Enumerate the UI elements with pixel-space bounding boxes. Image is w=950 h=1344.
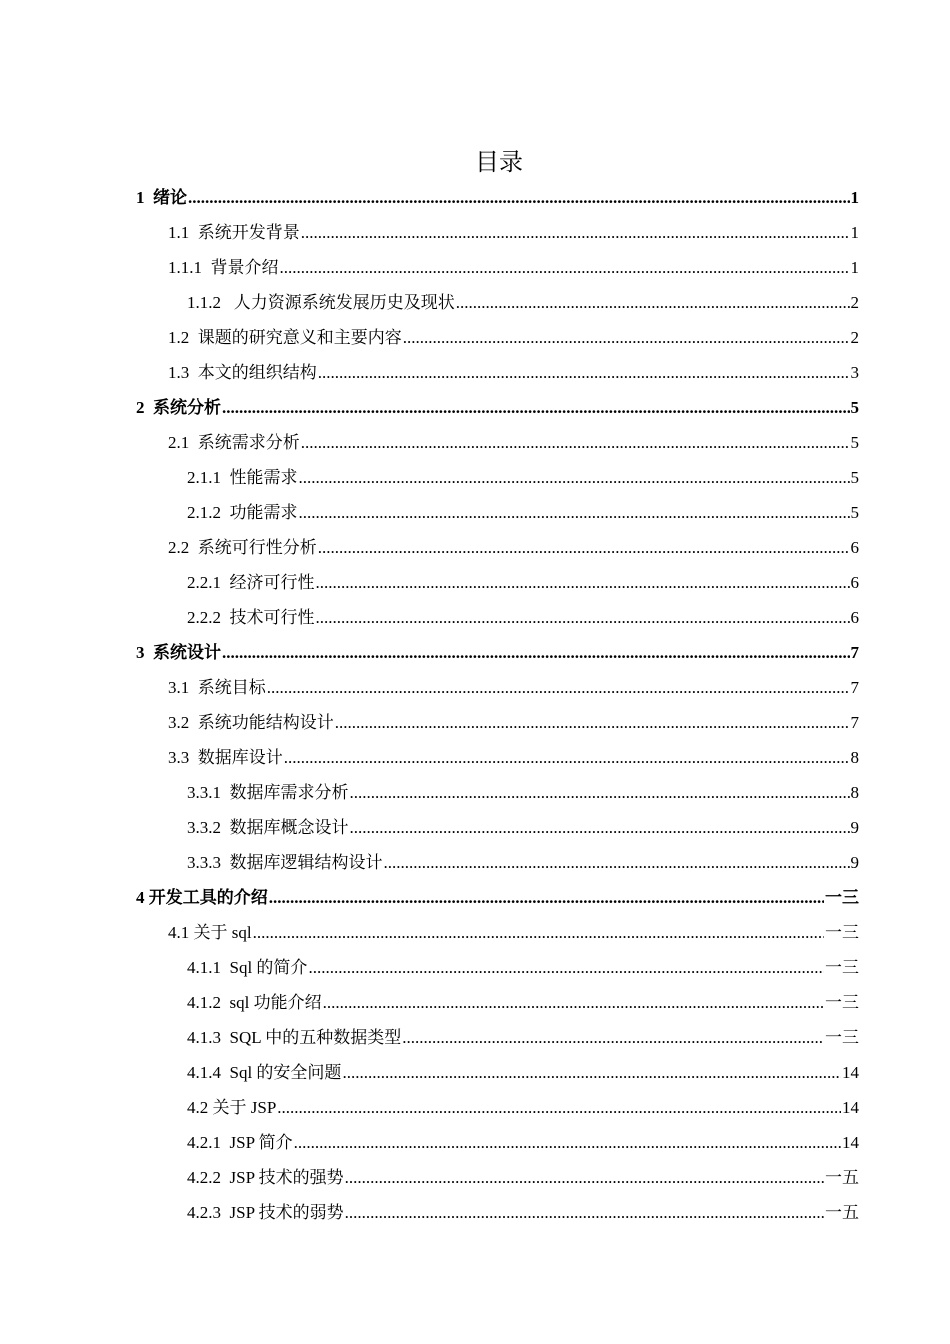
toc-entry[interactable] [0,600,950,635]
toc-dot-leader [318,530,850,565]
toc-entry-label: 4.2 关于 JSP [187,1098,277,1117]
toc-entry[interactable] [0,180,950,215]
toc-entry[interactable] [0,565,950,600]
toc-entry[interactable] [0,390,950,425]
toc-entry-label: 4.2.2 JSP 技术的强势 [187,1168,344,1187]
toc-entry-page-number: 14 [842,1098,859,1117]
toc-title: 目录 [475,148,523,176]
toc-entry-label: 1 绪论 [136,188,187,207]
toc-entry-page-number: 5 [850,468,859,487]
toc-dot-leader [345,1195,824,1230]
toc-entry-label: 3.1 系统目标 [168,678,266,697]
toc-entry-page-number: 14 [842,1133,859,1152]
toc-entry[interactable] [0,670,950,705]
toc-entry-label: 1.1.1 背景介绍 [168,258,279,277]
toc-dot-leader [222,635,850,670]
toc-entry-page-number: 7 [850,678,859,697]
toc-entry-page-number: 8 [850,783,859,802]
toc-entry-page-number: 一五 [825,1203,859,1222]
toc-entry-label: 4.1.4 Sql 的安全问题 [187,1063,342,1082]
toc-entry[interactable] [0,495,950,530]
toc-entry-label: 3.3.1 数据库需求分析 [187,783,349,802]
toc-entry[interactable] [0,635,950,670]
toc-entry-page-number: 1 [850,223,859,242]
toc-dot-leader [253,915,824,950]
toc-dot-leader [284,740,850,775]
toc-entry-label: 4.2.3 JSP 技术的弱势 [187,1203,344,1222]
toc-entry[interactable] [0,1125,950,1160]
toc-entry-page-number: 2 [850,328,859,347]
toc-entry[interactable] [0,1020,950,1055]
toc-entry[interactable] [0,250,950,285]
toc-entry-label: 2.2.2 技术可行性 [187,608,315,627]
toc-entry-label: 2.1.1 性能需求 [187,468,298,487]
toc-entry[interactable] [0,1090,950,1125]
toc-dot-leader [350,810,850,845]
toc-entry[interactable] [0,775,950,810]
toc-entry-label: 4.1.2 sql 功能介绍 [187,993,322,1012]
toc-entry-label: 2.2 系统可行性分析 [168,538,317,557]
toc-dot-leader [384,845,850,880]
toc-entry-page-number: 5 [850,398,859,417]
toc-entry-label: 2.1.2 功能需求 [187,503,298,522]
toc-dot-leader [403,320,850,355]
toc-entry-page-number: 9 [850,818,859,837]
toc-entry[interactable] [0,215,950,250]
toc-entry-page-number: 1 [850,258,859,277]
toc-dot-leader [316,565,850,600]
toc-dot-leader [323,985,824,1020]
toc-dot-leader [222,390,850,425]
toc-entry-page-number: 5 [850,433,859,452]
toc-entry-page-number: 1 [850,188,859,207]
toc-dot-leader [301,425,850,460]
toc-entry-label: 2 系统分析 [136,398,221,417]
toc-entry[interactable] [0,740,950,775]
toc-entry[interactable] [0,285,950,320]
toc-dot-leader [345,1160,824,1195]
toc-entry[interactable] [0,845,950,880]
toc-dot-leader [269,880,824,915]
toc-entry-label: 4.1.1 Sql 的简介 [187,958,308,977]
toc-dot-leader [402,1020,824,1055]
toc-entry[interactable] [0,530,950,565]
toc-entry-page-number: 7 [850,713,859,732]
toc-dot-leader [316,600,850,635]
toc-entry-label: 3.3 数据库设计 [168,748,283,767]
toc-entry[interactable] [0,1195,950,1230]
toc-dot-leader [277,1090,841,1125]
toc-dot-leader [342,1055,841,1090]
toc-entry[interactable] [0,880,950,915]
toc-dot-leader [299,460,850,495]
toc-entry[interactable] [0,320,950,355]
toc-entry[interactable] [0,460,950,495]
toc-entry-label: 2.2.1 经济可行性 [187,573,315,592]
toc-entry-page-number: 一五 [825,1168,859,1187]
toc-entry-page-number: 14 [842,1063,859,1082]
toc-entry-label: 1.1.2 人力资源系统发展历史及现状 [187,293,455,312]
toc-entry-page-number: 6 [850,573,859,592]
toc-dot-leader [267,670,850,705]
toc-entry-page-number: 8 [850,748,859,767]
toc-entry-label: 4.2.1 JSP 简介 [187,1133,293,1152]
toc-entry-page-number: 一三 [825,993,859,1012]
toc-entry-page-number: 5 [850,503,859,522]
toc-entry-label: 1.1 系统开发背景 [168,223,300,242]
toc-entry[interactable] [0,985,950,1020]
toc-entry[interactable] [0,915,950,950]
toc-entry-label: 4.1 关于 sql [168,923,252,942]
toc-list [0,180,950,1230]
toc-entry-page-number: 6 [850,538,859,557]
toc-dot-leader [350,775,850,810]
toc-dot-leader [335,705,850,740]
toc-dot-leader [308,950,824,985]
toc-entry-page-number: 3 [850,363,859,382]
toc-entry-page-number: 7 [850,643,859,662]
toc-entry[interactable] [0,1160,950,1195]
toc-entry-page-number: 一三 [825,888,859,907]
toc-entry-page-number: 一三 [825,958,859,977]
toc-dot-leader [294,1125,841,1160]
toc-entry-label: 1.2 课题的研究意义和主要内容 [168,328,402,347]
toc-entry-label: 4 开发工具的介绍 [136,888,268,907]
toc-entry-page-number: 6 [850,608,859,627]
toc-entry-label: 3.3.2 数据库概念设计 [187,818,349,837]
toc-entry-label: 3.2 系统功能结构设计 [168,713,334,732]
toc-dot-leader [456,285,850,320]
toc-entry-page-number: 2 [850,293,859,312]
toc-entry-page-number: 9 [850,853,859,872]
toc-entry[interactable] [0,355,950,390]
toc-dot-leader [280,250,850,285]
toc-entry-label: 3.3.3 数据库逻辑结构设计 [187,853,383,872]
toc-entry[interactable] [0,705,950,740]
toc-entry-label: 2.1 系统需求分析 [168,433,300,452]
toc-entry-page-number: 一三 [825,923,859,942]
toc-dot-leader [188,180,850,215]
toc-entry[interactable] [0,1055,950,1090]
toc-entry-label: 3 系统设计 [136,643,221,662]
toc-entry[interactable] [0,950,950,985]
toc-dot-leader [318,355,850,390]
toc-dot-leader [299,495,850,530]
toc-entry[interactable] [0,425,950,460]
toc-entry-label: 1.3 本文的组织结构 [168,363,317,382]
toc-entry-label: 4.1.3 SQL 中的五种数据类型 [187,1028,402,1047]
toc-entry-page-number: 一三 [825,1028,859,1047]
toc-dot-leader [301,215,850,250]
toc-entry[interactable] [0,810,950,845]
